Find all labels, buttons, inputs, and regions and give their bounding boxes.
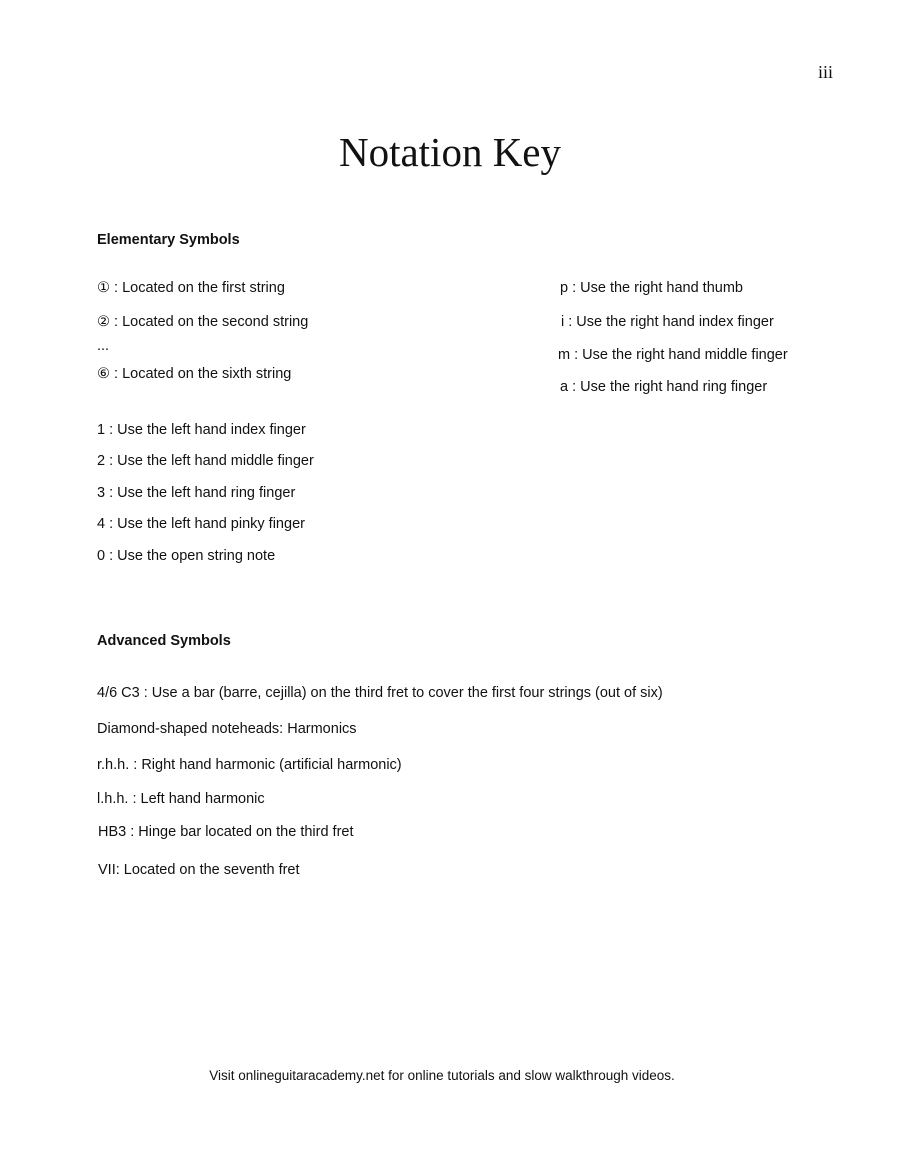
advanced-symbol-item: Diamond-shaped noteheads: Harmonics: [97, 721, 357, 737]
left-hand-symbol-item: 1 : Use the left hand index finger: [97, 422, 306, 438]
advanced-symbol-item: VII: Located on the seventh fret: [98, 862, 300, 878]
right-hand-symbol-item: p : Use the right hand thumb: [560, 280, 743, 296]
advanced-symbol-item: l.h.h. : Left hand harmonic: [97, 791, 265, 807]
advanced-symbol-item: r.h.h. : Right hand harmonic (artificial harmonic): [97, 757, 402, 773]
string-symbol-item: ⑥ : Located on the sixth string: [97, 366, 292, 382]
right-hand-symbol-item: i : Use the right hand index finger: [561, 314, 774, 330]
string-symbol-item: ① : Located on the first string: [97, 280, 285, 296]
right-hand-symbol-item: m : Use the right hand middle finger: [558, 347, 788, 363]
page-title: Notation Key: [338, 129, 562, 175]
left-hand-symbol-item: 0 : Use the open string note: [97, 548, 276, 564]
right-hand-symbol-item: a : Use the right hand ring finger: [560, 379, 768, 395]
page-number: iii: [818, 62, 834, 82]
left-hand-symbol-item: 3 : Use the left hand ring finger: [97, 485, 296, 501]
string-symbol-ellipsis: ...: [97, 338, 110, 354]
footer-note: Visit onlineguitaracademy.net for online tutorials and slow walkthrough videos.: [209, 1068, 675, 1083]
advanced-symbol-item: 4/6 C3 : Use a bar (barre, cejilla) on the third fret to cover the first four strings (out of six): [97, 685, 663, 701]
advanced-symbols-heading: Advanced Symbols: [97, 633, 231, 649]
left-hand-symbol-item: 2 : Use the left hand middle finger: [97, 453, 314, 469]
elementary-symbols-heading: Elementary Symbols: [97, 232, 240, 248]
left-hand-symbol-item: 4 : Use the left hand pinky finger: [97, 516, 305, 532]
advanced-symbol-item: HB3 : Hinge bar located on the third fret: [98, 824, 354, 840]
string-symbol-item: ② : Located on the second string: [97, 314, 309, 330]
